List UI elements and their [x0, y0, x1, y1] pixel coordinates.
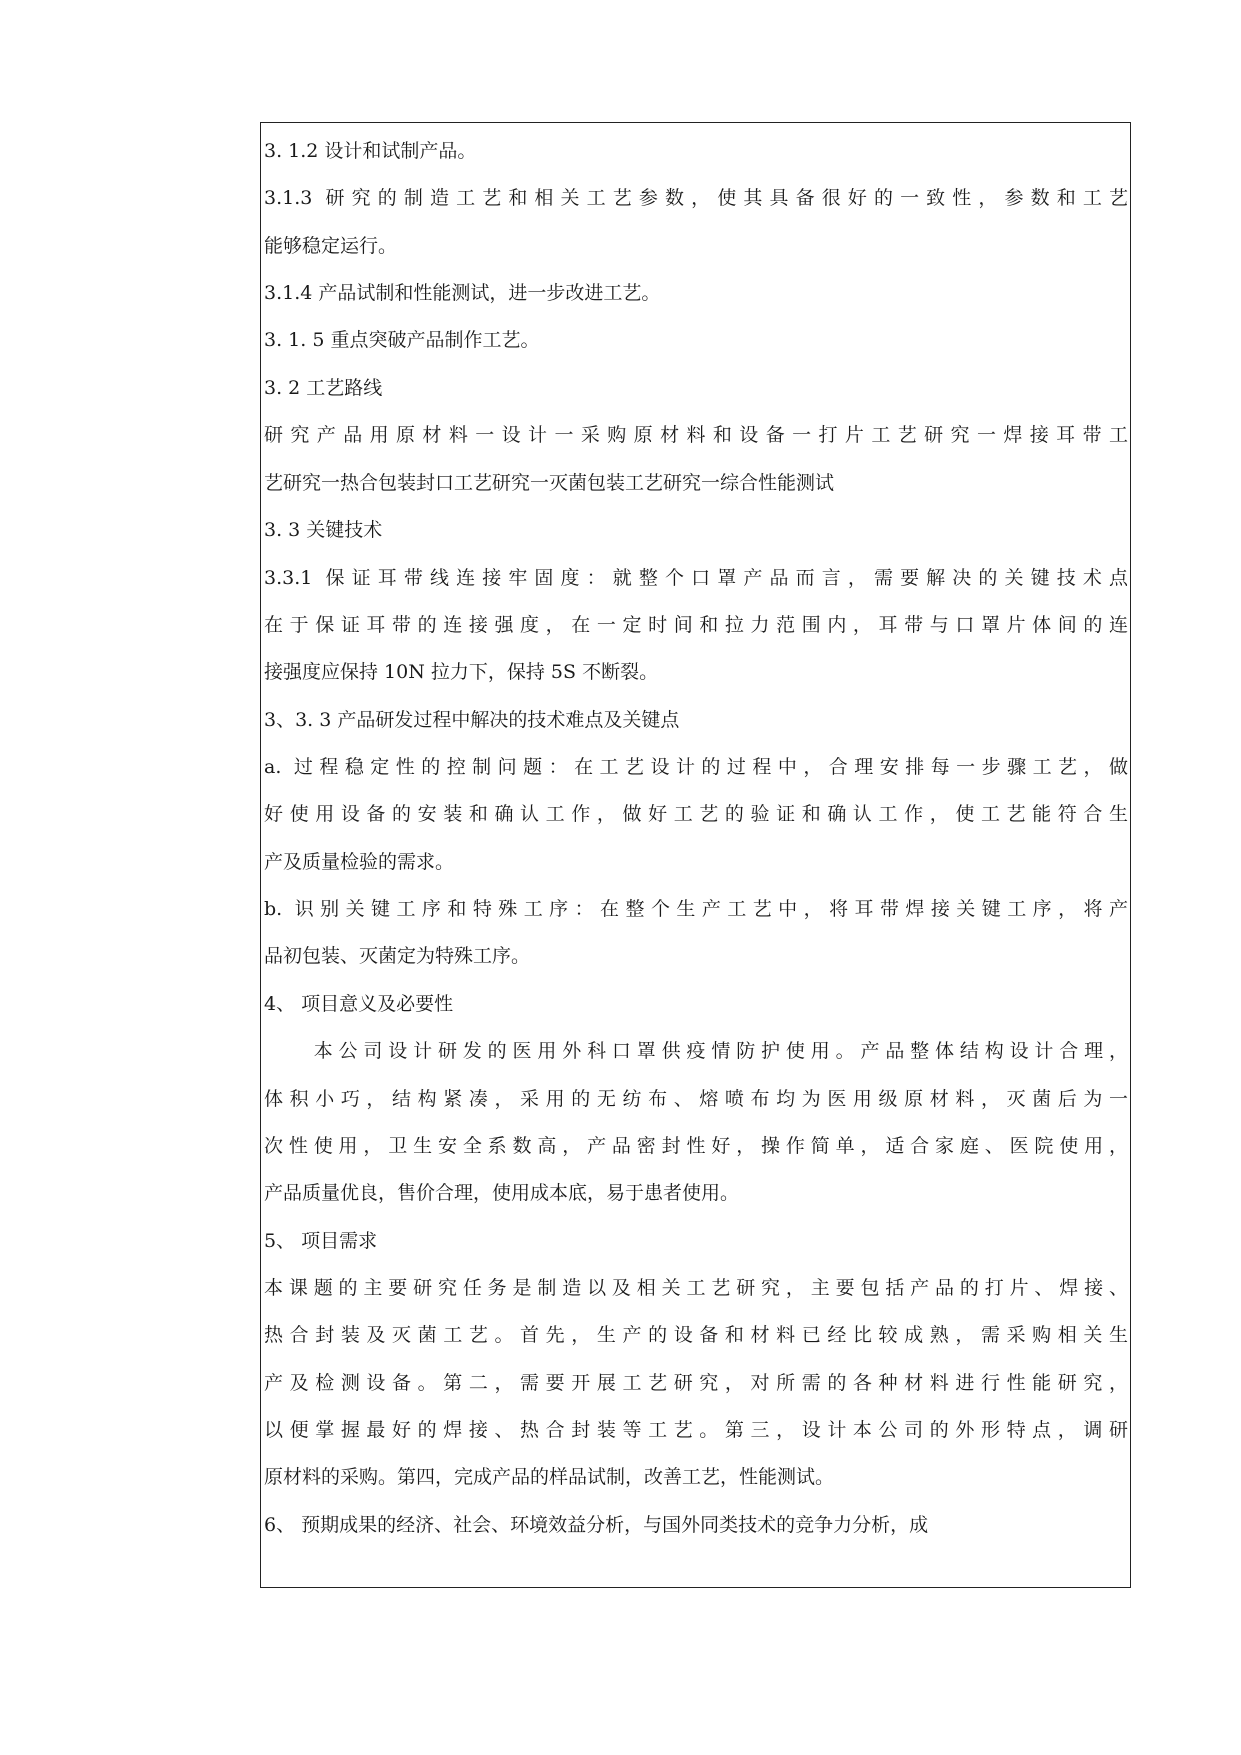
- document-line: 产及质量检验的需求。: [264, 851, 455, 873]
- document-line: 3. 1. 5 重点突破产品制作工艺。: [264, 329, 540, 351]
- document-line: 本公司设计研发的医用外科口罩供疫情防护使用。产品整体结构设计合理，: [264, 1040, 1128, 1062]
- document-line: 研究产品用原材料一设计一采购原材料和设备一打片工艺研究一焊接耳带工: [264, 424, 1128, 446]
- document-line: 热合封装及灭菌工艺。首先，生产的设备和材料已经比较成熟，需采购相关生: [264, 1324, 1128, 1346]
- document-line: b. 识别关键工序和特殊工序：在整个生产工艺中，将耳带焊接关键工序，将产: [264, 898, 1128, 920]
- document-line: 3. 2 工艺路线: [264, 377, 383, 399]
- document-line: 3. 3 关键技术: [264, 519, 383, 541]
- document-line: 3. 1.2 设计和试制产品。: [264, 140, 477, 162]
- document-line: 本课题的主要研究任务是制造以及相关工艺研究，主要包括产品的打片、焊接、: [264, 1277, 1128, 1299]
- document-line: 原材料的采购。第四，完成产品的样品试制，改善工艺，性能测试。: [264, 1466, 835, 1488]
- document-line: 3.1.4 产品试制和性能测试，进一步改进工艺。: [264, 282, 661, 304]
- document-line: 产品质量优良，售价合理，使用成本底，易于患者使用。: [264, 1182, 740, 1204]
- document-line: 6、 预期成果的经济、社会、环境效益分析，与国外同类技术的竞争力分析，成: [264, 1514, 929, 1536]
- document-line: 以便掌握最好的焊接、热合封装等工艺。第三，设计本公司的外形特点，调研: [264, 1419, 1128, 1441]
- document-line: 3.1.3 研究的制造工艺和相关工艺参数，使其具备很好的一致性，参数和工艺: [264, 187, 1128, 209]
- document-line: 3、3. 3 产品研发过程中解决的技术难点及关键点: [264, 709, 680, 731]
- document-line: a. 过程稳定性的控制问题：在工艺设计的过程中，合理安排每一步骤工艺，做: [264, 756, 1128, 778]
- document-line: 能够稳定运行。: [264, 235, 398, 257]
- document-line: 品初包装、灭菌定为特殊工序。: [264, 945, 531, 967]
- document-line: 次性使用，卫生安全系数高，产品密封性好，操作简单，适合家庭、医院使用，: [264, 1135, 1128, 1157]
- document-line: 5、 项目需求: [264, 1230, 378, 1252]
- document-line: 产及检测设备。第二，需要开展工艺研究，对所需的各种材料进行性能研究，: [264, 1372, 1128, 1394]
- document-line: 体积小巧，结构紧凑，采用的无纺布、熔喷布均为医用级原材料，灭菌后为一: [264, 1088, 1128, 1110]
- document-line: 艺研究一热合包装封口工艺研究一灭菌包装工艺研究一综合性能测试: [264, 472, 835, 494]
- document-line: 3.3.1 保证耳带线连接牢固度：就整个口罩产品而言，需要解决的关键技术点: [264, 567, 1128, 589]
- document-line: 在于保证耳带的连接强度，在一定时间和拉力范围内，耳带与口罩片体间的连: [264, 614, 1128, 636]
- document-line: 4、 项目意义及必要性: [264, 993, 454, 1015]
- document-line: 好使用设备的安装和确认工作，做好工艺的验证和确认工作，使工艺能符合生: [264, 803, 1128, 825]
- document-line: 接强度应保持 10N 拉力下，保持 5S 不断裂。: [264, 661, 659, 683]
